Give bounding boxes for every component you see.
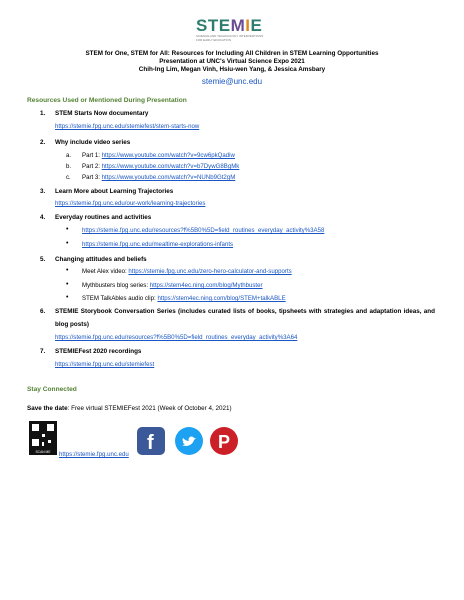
item-title: Changing attitudes and beliefs <box>55 256 147 263</box>
doc-subtitle: Presentation at UNC's Virtual Science Expo 2021 <box>159 58 305 65</box>
doc-title: STEM for One, STEM for All: Resources for Including All Children in STEM Learning Opportunities <box>85 50 379 57</box>
video-link[interactable]: https://www.youtube.com/watch?v=NUNb9Gt2gM <box>101 174 236 181</box>
item-title: Learn More about Learning Trajectories <box>55 188 174 195</box>
item-number: 3. <box>40 188 46 195</box>
item-link[interactable]: https://stemie.fpg.unc.edu/stemiefest <box>55 361 155 368</box>
part-letter: a. <box>66 152 72 159</box>
qr-code-icon[interactable] <box>29 421 57 449</box>
video-link[interactable]: https://www.youtube.com/watch?v=9cw6pkQadiw <box>101 152 235 159</box>
resource-link[interactable]: https://stemie.fpg.unc.edu/zero-hero-calculator-and-supports <box>128 268 292 275</box>
video-link[interactable]: https://www.youtube.com/watch?v=b7DywG8BgMk <box>101 163 240 170</box>
resources-heading: Resources Used or Mentioned During Presentation <box>27 97 187 104</box>
stemie-logo <box>196 17 270 49</box>
resource-link[interactable]: https://stemie.fpg.unc.edu/resources?f%5B0%5D=field_routines_everyday_activity%3A58 <box>82 227 325 234</box>
item-number: 6. <box>40 308 46 315</box>
item-title: STEM Starts Now documentary <box>55 110 149 117</box>
bullet-icon: • <box>66 240 69 247</box>
bullet-icon: • <box>66 226 69 233</box>
item-link[interactable]: https://stemie.fpg.unc.edu/our-work/learning-trajectories <box>55 200 206 207</box>
logo-tagline: SCIENCE AND TECHNOLOGY INTERVENTIONS FOR EARLY EDUCATION <box>196 34 264 42</box>
attitude-resource: Meet Alex video: https://stemie.fpg.unc.edu/zero-hero-calculator-and-supports <box>82 268 292 275</box>
item-title: Why include video series <box>55 139 131 146</box>
stay-connected-heading: Stay Connected <box>27 386 77 393</box>
resource-link[interactable]: https://stemie.fpg.unc.edu/mealtime-explorations-infants <box>82 241 234 248</box>
item-number: 7. <box>40 348 46 355</box>
twitter-icon[interactable] <box>175 427 203 455</box>
item-link[interactable]: https://stemie.fpg.unc.edu/stemiefest/stem-starts-now <box>55 123 200 130</box>
item-number: 2. <box>40 139 46 146</box>
item-title: STEMIEFest 2020 recordings <box>55 348 142 355</box>
video-part: Part 2: https://www.youtube.com/watch?v=b7DywG8BgMk <box>82 163 240 170</box>
item-number: 4. <box>40 214 46 221</box>
save-the-date: Save the date: Free virtual STEMIEFest 2021 (Week of October 4, 2021) <box>27 405 232 412</box>
bullet-icon: • <box>66 281 69 288</box>
video-part: Part 3: https://www.youtube.com/watch?v=NUNb9Gt2gM <box>82 174 236 181</box>
pinterest-icon[interactable] <box>210 427 238 455</box>
doc-authors: Chih-Ing Lim, Megan Vinh, Hsiu-wen Yang, & Jessica Amsbary <box>138 66 326 73</box>
bullet-icon: • <box>66 294 69 301</box>
resource-link[interactable]: https://stem4ec.ning.com/blog/Mythbuster <box>149 282 263 289</box>
item-number: 5. <box>40 256 46 263</box>
attitude-resource: Mythbusters blog series: https://stem4ec.ning.com/blog/Mythbuster <box>82 282 263 289</box>
scan-me-label: SCAN ME <box>29 449 57 455</box>
svg-text:P: P <box>218 432 231 452</box>
website-link[interactable]: https://stemie.fpg.unc.edu <box>59 451 129 458</box>
item-link[interactable]: https://stemie.fpg.unc.edu/resources?f%5B0%5D=field_routines_everyday_activity%3A64 <box>55 334 298 341</box>
contact-email-link[interactable]: stemie@unc.edu <box>201 77 263 86</box>
bullet-icon: • <box>66 267 69 274</box>
resource-link[interactable]: https://stem4ec.ning.com/blog/STEM+talkABLE <box>157 295 286 302</box>
part-letter: c. <box>66 174 71 181</box>
item-title: STEMIE Storybook Conversation Series (includes curated lists of books, tipsheets with strategies and adaptation ideas, and blog posts) <box>55 308 435 328</box>
item-number: 1. <box>40 110 46 117</box>
item-title: Everyday routines and activities <box>55 214 152 221</box>
attitude-resource: STEM TalkAbles audio clip: https://stem4ec.ning.com/blog/STEM+talkABLE <box>82 295 286 302</box>
video-part: Part 1: https://www.youtube.com/watch?v=9cw6pkQadiw <box>82 152 235 159</box>
logo-wordmark: STEMIE <box>196 16 263 35</box>
svg-text:f: f <box>147 432 154 454</box>
part-letter: b. <box>66 163 72 170</box>
facebook-icon[interactable] <box>137 427 165 455</box>
